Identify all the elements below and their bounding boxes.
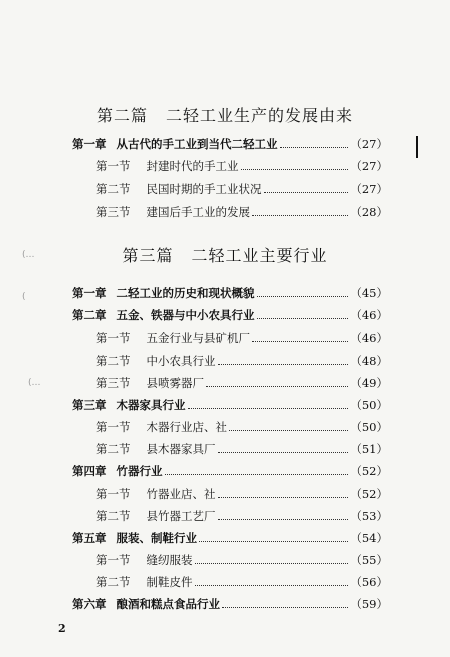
chapter-label: 第一章 <box>72 137 107 151</box>
section-label: 第一节 <box>96 331 131 345</box>
section-label: 第三节 <box>96 205 131 219</box>
scan-edge-mark <box>416 136 418 158</box>
page-number: （55） <box>350 553 388 567</box>
page-folio: 2 <box>58 622 66 635</box>
bleed-through-mark: (… <box>28 378 41 388</box>
section-title: 制鞋皮件 <box>146 575 193 589</box>
chapter-title: 竹器行业 <box>116 464 163 478</box>
chapter-title: 二轻工业的历史和现状概貌 <box>116 286 255 300</box>
chapter-label: 第一章 <box>72 286 107 300</box>
dot-leader <box>252 341 348 342</box>
part-heading-3 <box>0 243 450 266</box>
section-title: 木器行业店、社 <box>146 420 227 434</box>
section-title: 县木器家具厂 <box>146 442 216 456</box>
page-number: （46） <box>350 308 388 322</box>
page-number: （54） <box>350 531 388 545</box>
page-number: （59） <box>350 597 388 611</box>
section-title: 五金行业与县矿机厂 <box>146 331 250 345</box>
chapter-title: 酿酒和糕点食品行业 <box>116 597 220 611</box>
toc-chapter-row[interactable] <box>72 463 388 479</box>
section-title: 民国时期的手工业状况 <box>146 182 262 196</box>
section-title: 县竹器工艺厂 <box>146 509 216 523</box>
toc-chapter-row[interactable] <box>72 596 388 612</box>
part-title: 二轻工业主要行业 <box>191 246 328 265</box>
toc-section-row[interactable] <box>96 158 388 174</box>
section-label: 第三节 <box>96 376 131 390</box>
bleed-through-mark: (… <box>22 250 35 260</box>
toc-section-row[interactable] <box>96 181 388 197</box>
section-label: 第一节 <box>96 159 131 173</box>
toc-chapter-row[interactable] <box>72 307 388 323</box>
dot-leader <box>218 497 349 498</box>
dot-leader <box>165 474 349 475</box>
section-title: 县喷雾器厂 <box>146 376 204 390</box>
dot-leader <box>280 147 349 148</box>
toc-section-row[interactable] <box>96 552 388 568</box>
toc-section-row[interactable] <box>96 574 388 590</box>
dot-leader <box>218 364 349 365</box>
section-title: 中小农具行业 <box>146 354 216 368</box>
dot-leader <box>199 541 348 542</box>
toc-chapter-row[interactable] <box>72 530 388 546</box>
toc-section-row[interactable] <box>96 204 388 220</box>
page-number: （52） <box>350 487 388 501</box>
section-title: 竹器业店、社 <box>146 487 216 501</box>
dot-leader <box>222 607 348 608</box>
section-label: 第二节 <box>96 182 131 196</box>
page-number: （46） <box>350 331 388 345</box>
dot-leader <box>195 585 349 586</box>
section-label: 第一节 <box>96 553 131 567</box>
part-title: 二轻工业生产的发展由来 <box>166 106 354 125</box>
page-number: （56） <box>350 575 388 589</box>
chapter-label: 第五章 <box>72 531 107 545</box>
toc-section-row[interactable] <box>96 419 388 435</box>
part-number: 第二篇 <box>96 106 148 125</box>
chapter-title: 五金、铁器与中小农具行业 <box>116 308 255 322</box>
chapter-label: 第二章 <box>72 308 107 322</box>
page-number: （52） <box>350 464 388 478</box>
page-number: （50） <box>350 398 388 412</box>
chapter-title: 从古代的手工业到当代二轻工业 <box>116 137 278 151</box>
toc-chapter-row[interactable] <box>72 285 388 301</box>
dot-leader <box>218 519 349 520</box>
section-label: 第二节 <box>96 575 131 589</box>
page-number: （28） <box>350 205 388 219</box>
toc-section-row[interactable] <box>96 330 388 346</box>
dot-leader <box>257 318 349 319</box>
chapter-label: 第六章 <box>72 597 107 611</box>
dot-leader <box>206 386 348 387</box>
chapter-title: 木器家具行业 <box>116 398 186 412</box>
dot-leader <box>188 408 349 409</box>
toc-section-row[interactable] <box>96 486 388 502</box>
dot-leader <box>218 452 349 453</box>
toc-section-row[interactable] <box>96 441 388 457</box>
section-label: 第一节 <box>96 487 131 501</box>
toc-chapter-row[interactable] <box>72 136 388 152</box>
dot-leader <box>195 563 349 564</box>
section-label: 第二节 <box>96 509 131 523</box>
section-label: 第二节 <box>96 442 131 456</box>
section-title: 缝纫服装 <box>146 553 193 567</box>
dot-leader <box>241 169 349 170</box>
chapter-title: 服装、制鞋行业 <box>116 531 197 545</box>
chapter-label: 第四章 <box>72 464 107 478</box>
dot-leader <box>257 296 349 297</box>
page-number: （27） <box>350 182 388 196</box>
part-number: 第三篇 <box>122 246 174 265</box>
dot-leader <box>252 215 348 216</box>
dot-leader <box>229 430 348 431</box>
section-title: 建国后手工业的发展 <box>146 205 250 219</box>
dot-leader <box>264 192 349 193</box>
toc-section-row[interactable] <box>96 508 388 524</box>
page-number: （51） <box>350 442 388 456</box>
page-number: （27） <box>350 137 388 151</box>
toc-section-row[interactable] <box>96 375 388 391</box>
toc-section-row[interactable] <box>96 353 388 369</box>
bleed-through-mark: ( <box>22 292 26 302</box>
part-heading-2 <box>0 103 450 126</box>
section-label: 第一节 <box>96 420 131 434</box>
page-number: （53） <box>350 509 388 523</box>
page-number: （48） <box>350 354 388 368</box>
section-title: 封建时代的手工业 <box>146 159 239 173</box>
page-number: （50） <box>350 420 388 434</box>
page-number: （27） <box>350 159 388 173</box>
toc-chapter-row[interactable] <box>72 397 388 413</box>
section-label: 第二节 <box>96 354 131 368</box>
page-number: （49） <box>350 376 388 390</box>
page-number: （45） <box>350 286 388 300</box>
chapter-label: 第三章 <box>72 398 107 412</box>
